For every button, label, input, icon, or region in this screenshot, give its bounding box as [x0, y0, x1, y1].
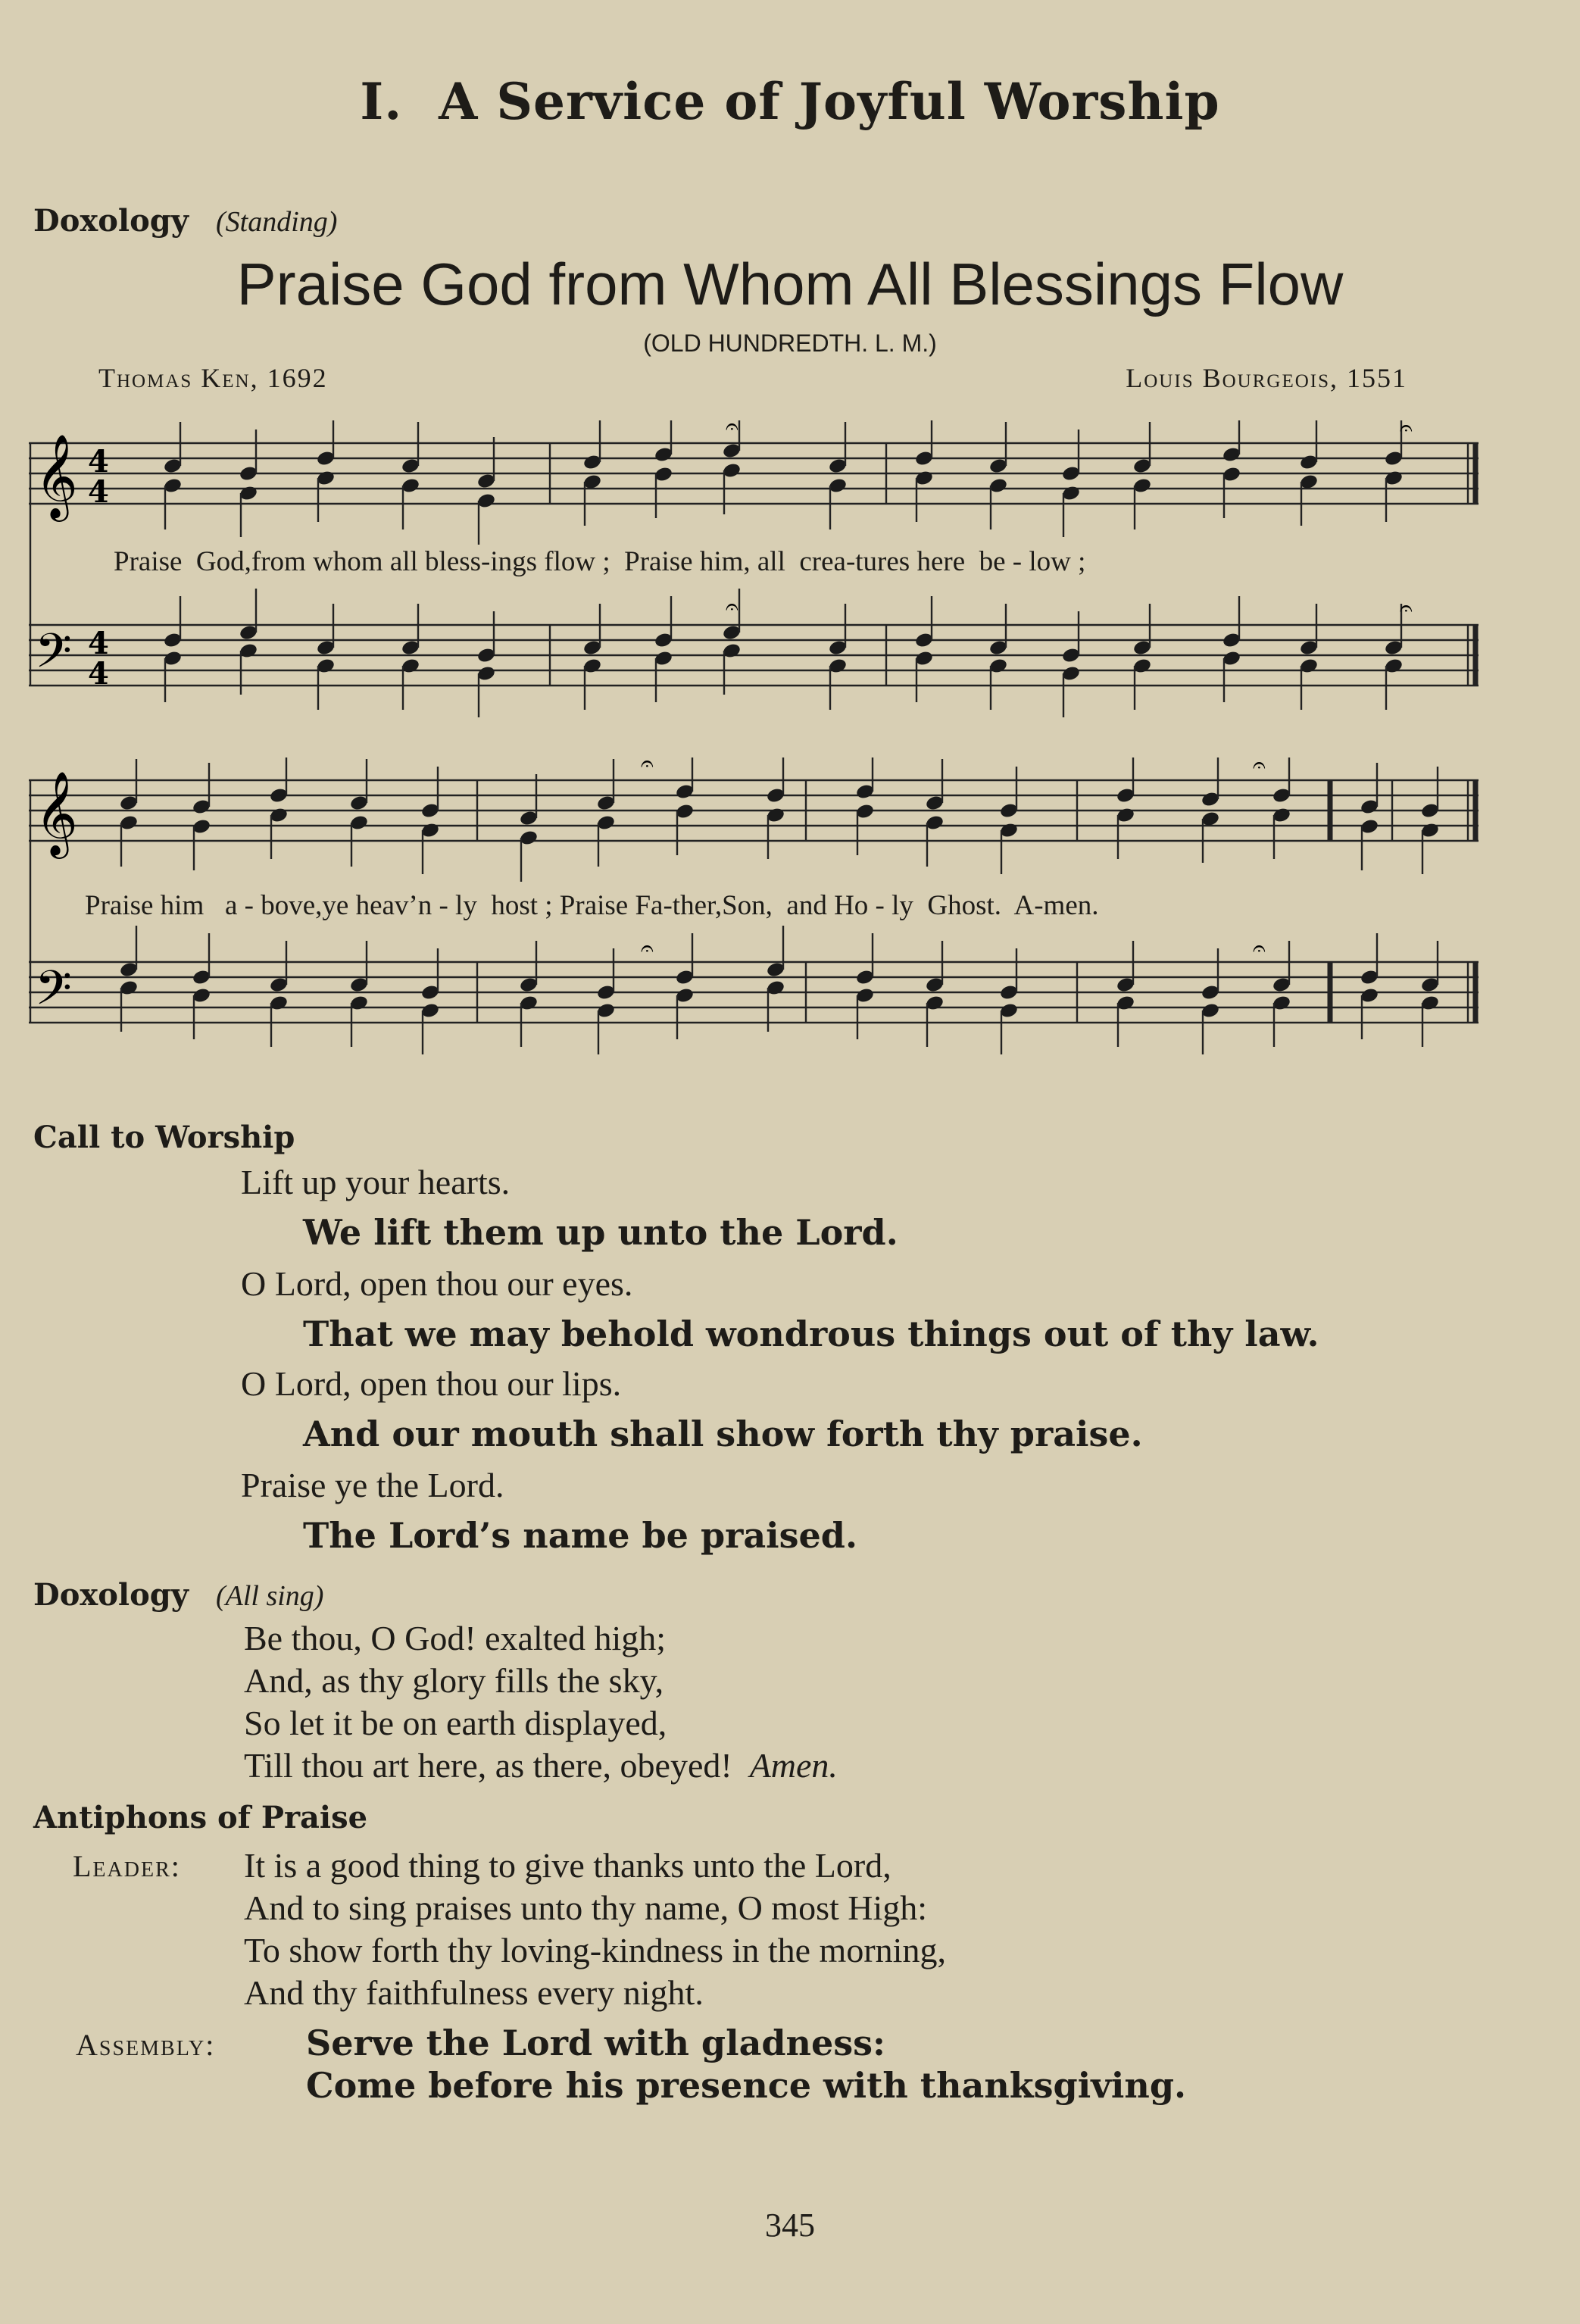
- call-line: Lift up your hearts.: [241, 1163, 511, 1201]
- response-line: We lift them up unto the Lord.: [303, 1212, 898, 1253]
- leader-line-4: And thy faithfulness every night.: [244, 1973, 704, 2012]
- leader-line-2: And to sing praises unto thy name, O most High:: [244, 1888, 928, 1927]
- tune-name: (OLD HUNDREDTH. L. M.): [643, 330, 937, 357]
- antiphons-heading: Antiphons of Praise: [33, 1800, 368, 1835]
- doxology-verse-text: Till thou art here, as there, obeyed!: [244, 1746, 732, 1785]
- bass-clef-icon: 𝄢: [35, 623, 72, 690]
- svg-text:4: 4: [88, 656, 109, 692]
- response-line: And our mouth shall show forth thy praise.: [303, 1413, 1143, 1454]
- section-number: I.: [360, 72, 403, 131]
- svg-text:𝄐: 𝄐: [1400, 596, 1413, 621]
- doxology-verse-line-1: Be thou, O God! exalted high;: [244, 1619, 667, 1657]
- hymn-composer: Louis Bourgeois, 1551: [1126, 363, 1407, 393]
- svg-text:𝄐: 𝄐: [641, 936, 654, 961]
- svg-text:𝄐: 𝄐: [1400, 420, 1413, 441]
- svg-text:𝄐: 𝄐: [641, 757, 654, 776]
- lyrics-line-2: Praise him a - bove,ye heav’n - ly host ; Praise Fa-ther,Son, and Ho - ly Ghost. A-men.: [85, 890, 1099, 921]
- hymn-title: Praise God from Whom All Blessings Flow: [236, 251, 1344, 317]
- doxology-verse-line-2: And, as thy glory fills the sky,: [244, 1661, 664, 1700]
- leader-line-1: It is a good thing to give thanks unto the Lord,: [244, 1846, 891, 1885]
- doxology-label: Doxology: [33, 203, 189, 239]
- doxology-note: (Standing): [215, 206, 338, 238]
- doxology-sing-note: (All sing): [215, 1580, 324, 1612]
- treble-clef-icon: 𝄞: [35, 433, 78, 518]
- page-title: [0, 72, 1580, 131]
- svg-text:𝄐: 𝄐: [1253, 936, 1266, 961]
- music-system-2: [29, 757, 1479, 1106]
- response-line: The Lord’s name be praised.: [303, 1515, 857, 1556]
- doxology-sing-label: Doxology: [33, 1577, 189, 1613]
- page-number: 345: [765, 2207, 815, 2244]
- section-title: A Service of Joyful Worship: [439, 72, 1220, 131]
- assembly-line-1: Serve the Lord with gladness:: [306, 2023, 886, 2063]
- call-line: O Lord, open thou our eyes.: [241, 1264, 633, 1303]
- time-signature-top: 4: [88, 444, 109, 479]
- svg-text:𝄞: 𝄞: [35, 770, 78, 855]
- doxology-verse-line-4: [244, 1745, 838, 1785]
- assembly-label: Assembly:: [76, 2028, 216, 2062]
- response-line: That we may behold wondrous things out of thy law.: [303, 1313, 1319, 1354]
- call-line: Praise ye the Lord.: [241, 1466, 504, 1504]
- svg-text:𝄐: 𝄐: [1253, 757, 1266, 778]
- call-line: O Lord, open thou our lips.: [241, 1364, 622, 1403]
- hymn-author: Thomas Ken, 1692: [98, 363, 328, 393]
- time-signature-bottom: 4: [88, 474, 109, 510]
- call-to-worship-heading: Call to Worship: [33, 1120, 295, 1155]
- svg-text:𝄢: 𝄢: [35, 960, 72, 1027]
- music-system-1: [29, 420, 1479, 739]
- leader-line-3: To show forth thy loving-kindness in the morning,: [244, 1931, 946, 1969]
- doxology-sing-heading: [33, 1577, 323, 1613]
- assembly-line-2: Come before his presence with thanksgiving.: [306, 2065, 1187, 2106]
- lyrics-line-1: Praise God,from whom all bless-ings flow ; Praise him, all crea-tures here be - low ;: [114, 546, 1086, 577]
- svg-text:𝄐: 𝄐: [726, 595, 738, 620]
- amen: Amen.: [749, 1746, 838, 1785]
- doxology-heading: [33, 203, 337, 239]
- leader-label: Leader:: [73, 1849, 181, 1883]
- svg-text:4: 4: [88, 626, 109, 661]
- doxology-verse-line-3: So let it be on earth displayed,: [244, 1704, 667, 1742]
- fermata-icon: 𝄐: [726, 420, 738, 439]
